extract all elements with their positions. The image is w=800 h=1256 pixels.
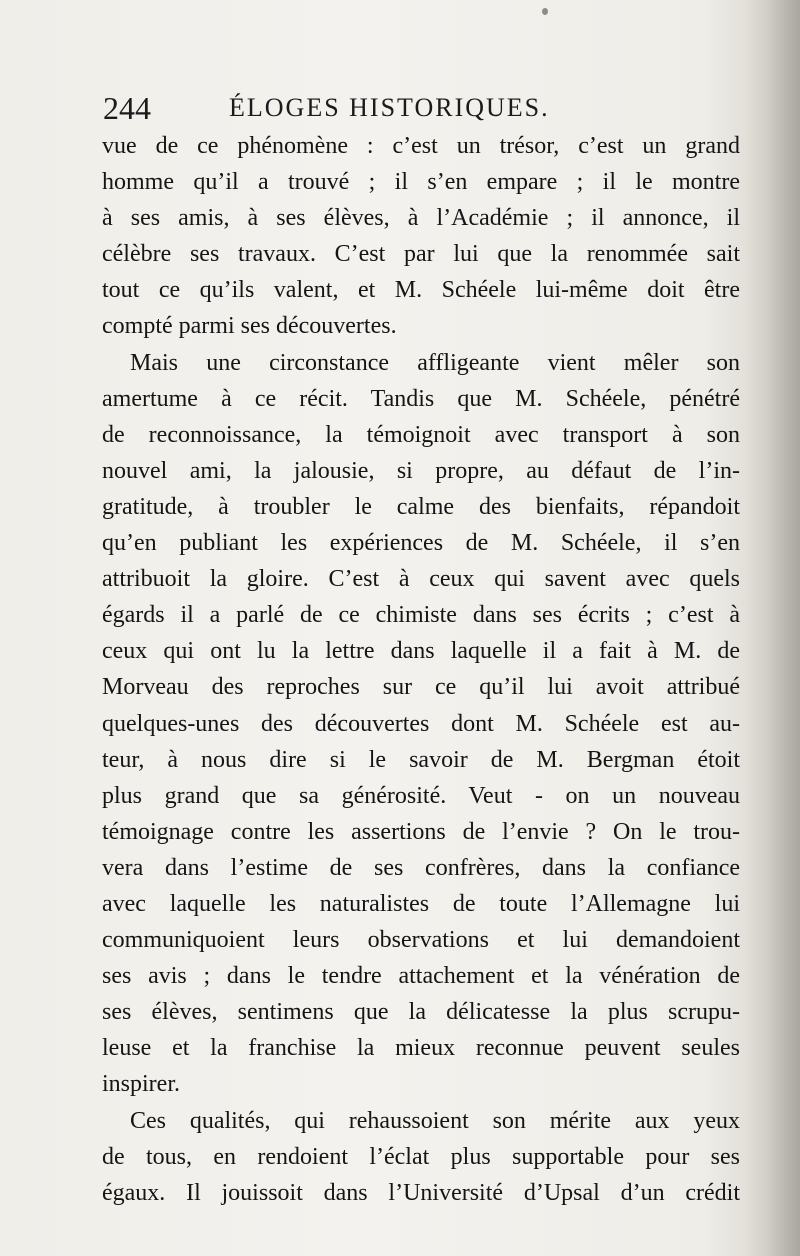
text-line: vue de ce phénomène : c’est un trésor, c’est un grand xyxy=(102,133,740,159)
text-line: teur, à nous dire si le savoir de M. Bergman étoit xyxy=(102,746,740,773)
text-line: inspirer. xyxy=(102,1071,180,1098)
text-line: Morveau des reproches sur ce qu’il lui avoit attribué xyxy=(102,674,740,701)
text-line: attribuoit la gloire. C’est à ceux qui savent avec quels xyxy=(102,566,740,593)
text-line: Mais une circonstance affligeante vient mêler son xyxy=(130,349,740,376)
text-line: à ses amis, à ses élèves, à l’Académie ; il annonce, il xyxy=(102,205,740,232)
page-number: 244 xyxy=(103,90,151,126)
text-line: de tous, en rendoient l’éclat plus supportable pour ses xyxy=(102,1143,740,1170)
text-line: avec laquelle les naturalistes de toute l’Allemagne lui xyxy=(102,890,740,917)
text-line: ses élèves, sentimens que la délicatesse la plus scrupu- xyxy=(102,999,740,1026)
text-line: quelques-unes des découvertes dont M. Schéele est au- xyxy=(102,710,740,737)
text-line: égaux. Il jouissoit dans l’Université d’Upsal d’un crédit xyxy=(102,1179,740,1206)
text-line: qu’en publiant les expériences de M. Schéele, il s’en xyxy=(102,530,740,557)
text-line: Ces qualités, qui rehaussoient son mérite aux yeux xyxy=(130,1107,740,1134)
text-line: témoignage contre les assertions de l’envie ? On le trou- xyxy=(102,818,740,845)
text-line: ceux qui ont lu la lettre dans laquelle il a fait à M. de xyxy=(102,638,740,665)
text-line: vera dans l’estime de ses confrères, dans la confiance xyxy=(102,854,740,881)
text-line: célèbre ses travaux. C’est par lui que la renommée sait xyxy=(102,241,740,268)
text-line: gratitude, à troubler le calme des bienfaits, répandoit xyxy=(102,493,740,520)
text-line: tout ce qu’ils valent, et M. Schéele lui-même doit être xyxy=(102,277,740,304)
text-line: plus grand que sa générosité. Veut - on un nouveau xyxy=(102,782,740,809)
text-line: communiquoient leurs observations et lui demandoient xyxy=(102,927,740,954)
text-line: ses avis ; dans le tendre attachement et la vénération de xyxy=(102,963,740,990)
text-line: leuse et la franchise la mieux reconnue peuvent seules xyxy=(102,1035,740,1062)
text-line: amertume à ce récit. Tandis que M. Schéele, pénétré xyxy=(102,385,740,412)
gutter-shadow xyxy=(745,0,800,1256)
text-line: égards il a parlé de ce chimiste dans ses écrits ; c’est à xyxy=(102,602,740,629)
text-line: de reconnoissance, la témoignoit avec transport à son xyxy=(102,421,740,448)
body-text xyxy=(102,128,740,1211)
text-line: homme qu’il a trouvé ; il s’en empare ; il le montre xyxy=(102,169,740,196)
ink-speck xyxy=(542,8,548,15)
page-header xyxy=(103,88,743,128)
text-line: compté parmi ses découvertes. xyxy=(102,313,397,340)
text-line: nouvel ami, la jalousie, si propre, au défaut de l’in- xyxy=(102,457,740,484)
running-title: ÉLOGES HISTORIQUES. xyxy=(229,93,550,122)
